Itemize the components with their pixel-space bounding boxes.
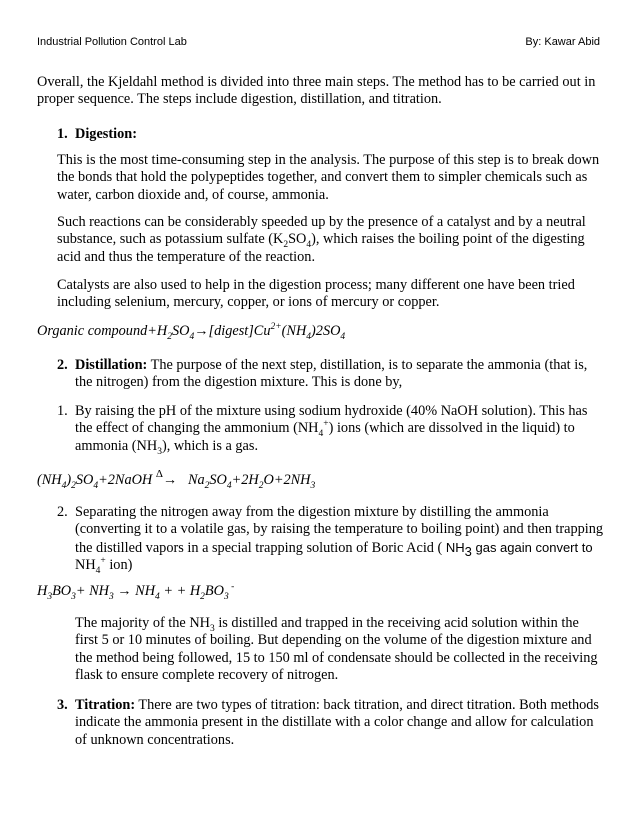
distillation-paragraph: Distillation: The purpose of the next step, distillation, is to separate the ammonia (that is, the nitrogen) from the digestion mixture. This is done by, xyxy=(75,357,588,391)
titration-paragraph: Titration: There are two types of titration: back titration, and direct titration. Both methods indicate the ammonia present in the distillate with a color change and allow for calculation of unknown concentrations. xyxy=(75,697,599,748)
intro-paragraph: Overall, the Kjeldahl method is divided into three main steps. The method has to be carried out in proper sequence. The steps include digestion, distillation, and titration. xyxy=(37,74,596,108)
boric-acid-equation: $H_3BO_3+ NH_3 \to NH_4$ + + $H_2BO_3$ - xyxy=(37,582,235,602)
titration-number: 3. xyxy=(57,697,68,713)
digestion-paragraph-1: This is the most time-consuming step in the analysis. The purpose of this step is to break down the bonds that hold the polypeptides together, and convert them to simpler chemicals such as water, carbon dioxide and, of course, ammonia. xyxy=(57,152,600,203)
distillation-number: 2. xyxy=(57,357,68,373)
digestion-paragraph-2: Such reactions can be considerably speeded up by the presence of a catalyst and by a neutral substance, such as potassium sulfate $(K_2SO_4)$, which raises the boiling point of the digesting acid and thus the temperature of the reaction. xyxy=(57,214,586,265)
item-2-text: Separating the nitrogen away from the digestion mixture by distilling the ammonia (converting it to a volatile gas, by raising the temperature to boiling point) and then trapping the distilled vapors in a special trapping solution of Boric Acid ( $NH_3$ gas again convert to $NH_4^+$ ion) xyxy=(75,504,604,577)
distillation-equation: $(NH_4)_2SO_4+2NaOH$ $^\Delta$→ $Na_2SO_4+2H_2O+2NH_3$ xyxy=(37,468,316,491)
delta-symbol: Δ xyxy=(155,468,163,480)
digestion-heading: Digestion: xyxy=(75,126,137,142)
header-left: Industrial Pollution Control Lab xyxy=(37,36,187,48)
item-1-text: By raising the pH of the mixture using sodium hydroxide (40% NaOH solution). This has the effect of changing the ammonium $(NH_4^+)$ ions (which are dissolved in the liquid) to ammonia $(NH_3)$, which is a gas. xyxy=(75,403,588,457)
digestion-paragraph-3: Catalysts are also used to help in the digestion process; many different one have been tried including selenium, mercury, copper, or ions of mercury or copper. xyxy=(57,277,575,311)
digestion-number: 1. xyxy=(57,126,68,142)
item-2-number: 2. xyxy=(57,504,68,520)
item-1-number: 1. xyxy=(57,403,68,419)
digestion-equation: Organic $compound+H_2SO_4\to[digest]Cu^{2+}(NH_4)2SO_4$ xyxy=(37,322,346,342)
header-right: By: Kawar Abid xyxy=(525,36,600,48)
majority-paragraph: The majority of the $NH_3$ is distilled and trapped in the receiving acid solution within the first 5 or 10 minutes of boiling. But depending on the volume of the digestion mixture and the method being followed, 15 to 150 ml of condensate should be collected in the receiving flask to ensure complete recovery of nitrogen. xyxy=(75,615,598,684)
